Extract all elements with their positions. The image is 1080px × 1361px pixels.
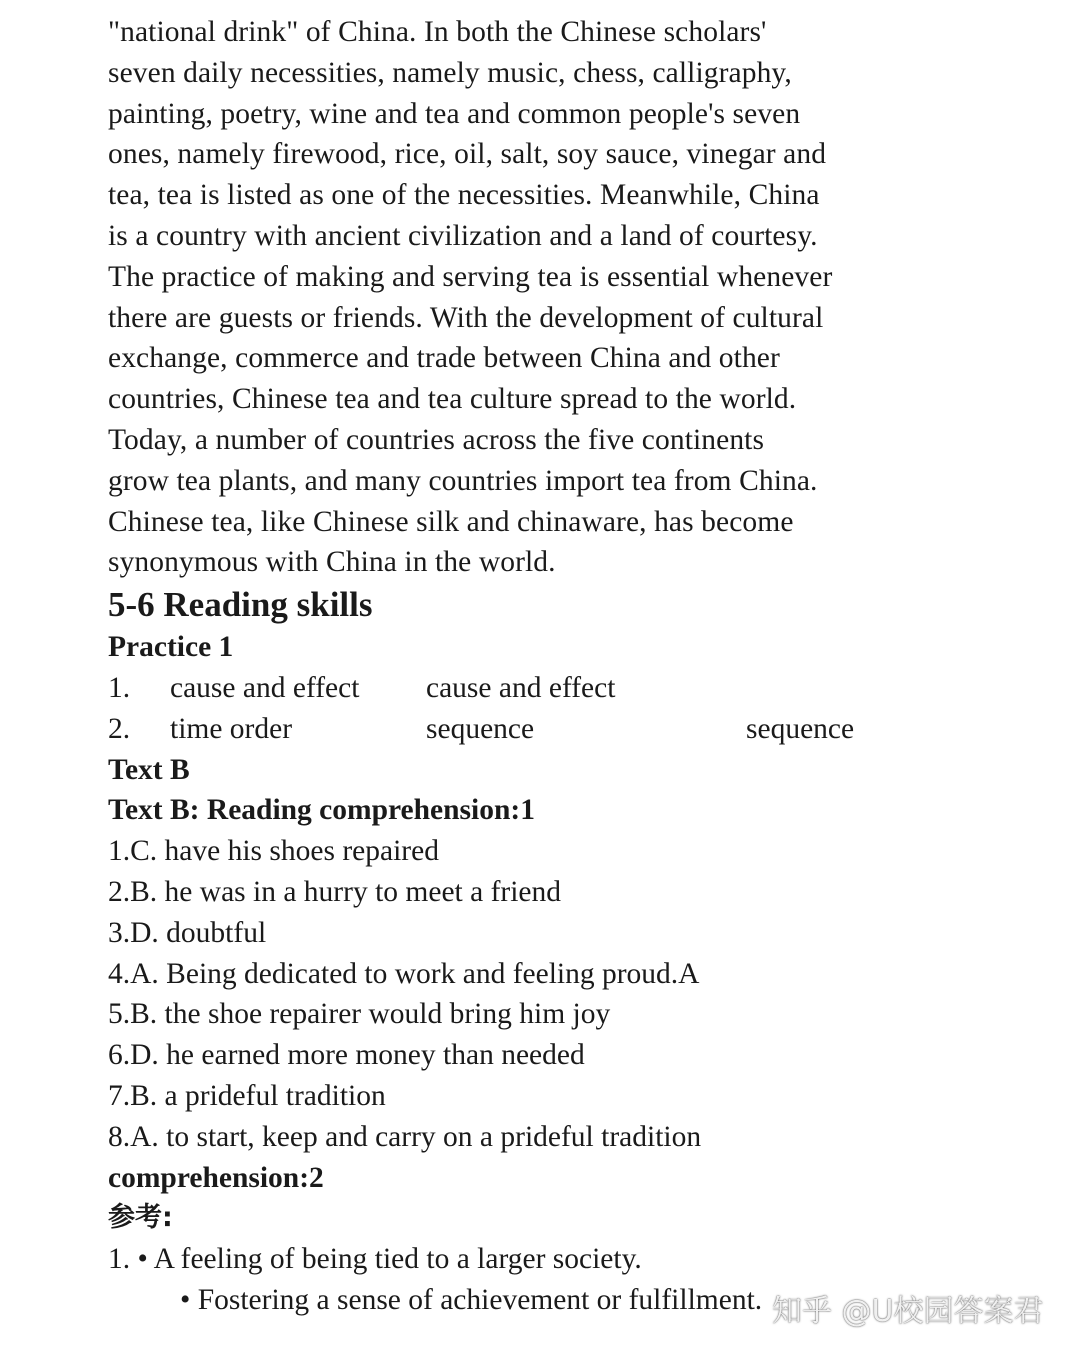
answer-item: 6.D. he earned more money than needed <box>108 1039 585 1072</box>
paragraph-line: "national drink" of China. In both the Chinese scholars' <box>108 16 767 48</box>
paragraph-line: seven daily necessities, namely music, chess, calligraphy, <box>108 56 792 89</box>
answer-col-b: cause and effect <box>426 671 616 704</box>
paragraph-line: painting, poetry, wine and tea and common people's seven <box>108 97 801 130</box>
answer-col-b: sequence <box>426 712 535 745</box>
paragraph-line: The practice of making and serving tea is essential whenever <box>108 260 833 293</box>
comprehension-2-title: comprehension:2 <box>108 1161 324 1194</box>
reference-line: 1. • A feeling of being tied to a larger society. <box>108 1243 642 1276</box>
paragraph-line: grow tea plants, and many countries import tea from China. <box>108 464 818 497</box>
answer-item: 1.C. have his shoes repaired <box>108 835 439 868</box>
comprehension-1-title: Text B: Reading comprehension:1 <box>108 794 535 827</box>
reference-label: 参考: <box>108 1202 173 1234</box>
paragraph-line: exchange, commerce and trade between China and other <box>108 342 780 375</box>
reference-line: • Fostering a sense of achievement or fulfillment. <box>180 1283 763 1316</box>
answer-item: 4.A. Being dedicated to work and feeling proud.A <box>108 957 700 990</box>
answer-col-c: sequence <box>746 712 855 745</box>
section-title: 5-6 Reading skills <box>108 585 373 625</box>
practice1-title: Practice 1 <box>108 631 234 664</box>
practice1-row <box>108 668 1048 709</box>
tea-paragraph <box>108 12 1048 583</box>
paragraph-line: countries, Chinese tea and tea culture spread to the world. <box>108 383 797 416</box>
paragraph-line: ones, namely firewood, rice, oil, salt, soy sauce, vinegar and <box>108 138 827 171</box>
paragraph-line: there are guests or friends. With the development of cultural <box>108 301 824 334</box>
row-number: 1. <box>108 671 131 704</box>
row-number: 2. <box>108 712 131 745</box>
document-body <box>108 12 1048 1321</box>
paragraph-line: tea, tea is listed as one of the necessities. Meanwhile, China <box>108 179 820 212</box>
answer-col-a: cause and effect <box>170 671 360 704</box>
text-b-title: Text B <box>108 753 190 786</box>
paragraph-line: Chinese tea, like Chinese silk and chinaware, has become <box>108 505 794 538</box>
answer-item: 8.A. to start, keep and carry on a prideful tradition <box>108 1120 702 1153</box>
answer-col-a: time order <box>170 712 293 745</box>
answer-list <box>108 831 1048 1157</box>
paragraph-line: is a country with ancient civilization and a land of courtesy. <box>108 219 818 252</box>
paragraph-line: synonymous with China in the world. <box>108 546 556 579</box>
answer-item: 3.D. doubtful <box>108 916 267 949</box>
answer-item: 2.B. he was in a hurry to meet a friend <box>108 875 562 908</box>
practice1-row <box>108 709 1048 750</box>
answer-item: 5.B. the shoe repairer would bring him joy <box>108 998 611 1031</box>
answer-item: 7.B. a prideful tradition <box>108 1079 386 1112</box>
paragraph-line: Today, a number of countries across the five continents <box>108 423 765 456</box>
zhihu-watermark: 知乎 @U校园答案君 <box>772 1294 1044 1329</box>
